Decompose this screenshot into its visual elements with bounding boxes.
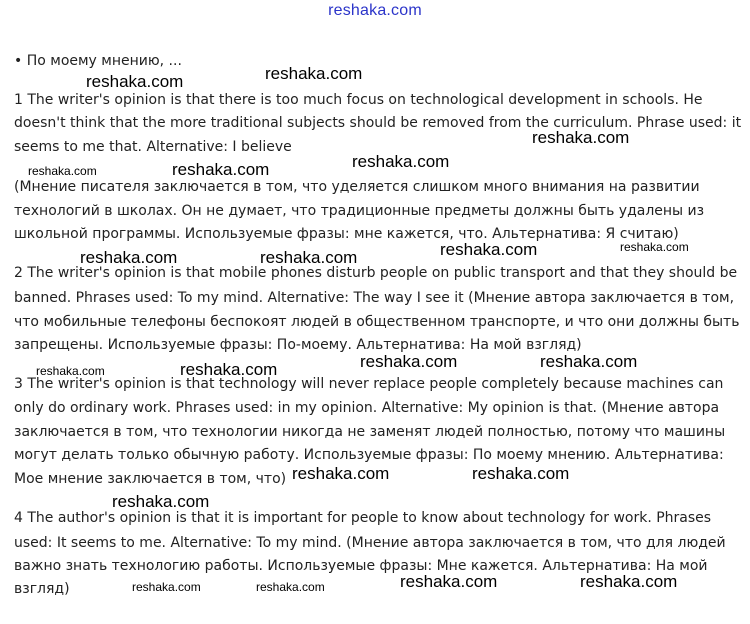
watermark: reshaka.com bbox=[540, 352, 638, 371]
watermark: reshaka.com bbox=[292, 464, 390, 483]
text-line: школьной программы. Используемые фразы: мне кажется, что. Альтернатива: Я считаю) bbox=[14, 226, 679, 242]
text-line: used: It seems to me. Alternative: To my mind. (Мнение автора заключается в том, что для людей bbox=[14, 535, 726, 551]
watermark: reshaka.com bbox=[112, 492, 210, 511]
watermark: reshaka.com bbox=[440, 240, 538, 259]
watermark: reshaka.com bbox=[620, 240, 689, 254]
watermark: reshaka.com bbox=[580, 572, 678, 591]
watermark: reshaka.com bbox=[132, 580, 201, 594]
watermark: reshaka.com bbox=[172, 160, 270, 179]
text-line: doesn't think that the more traditional subjects should be removed from the curriculum. Phrase used: it bbox=[14, 115, 742, 131]
watermark: reshaka.com bbox=[86, 72, 184, 91]
text-line: banned. Phrases used: To my mind. Alternative: The way I see it (Мнение автора заключается в том, bbox=[14, 290, 735, 306]
watermark: reshaka.com bbox=[80, 248, 178, 267]
watermark: reshaka.com bbox=[265, 64, 363, 83]
watermark: reshaka.com bbox=[180, 360, 278, 379]
site-header-link[interactable]: reshaka.com bbox=[328, 2, 422, 19]
text-line: запрещены. Используемые фразы: По-моему. Альтернатива: На мой взгляд) bbox=[14, 337, 582, 353]
watermark: reshaka.com bbox=[256, 580, 325, 594]
watermark: reshaka.com bbox=[36, 364, 105, 378]
watermark: reshaka.com bbox=[352, 152, 450, 171]
watermark: reshaka.com bbox=[532, 128, 630, 147]
text-line: взгляд) bbox=[14, 581, 70, 597]
watermark: reshaka.com bbox=[360, 352, 458, 371]
text-line: seems to me that. Alternative: I believe bbox=[14, 139, 292, 155]
text-line: 3 The writer's opinion is that technology will never replace people completely because machines can bbox=[14, 376, 724, 392]
watermark: reshaka.com bbox=[28, 164, 97, 178]
text-line: (Мнение писателя заключается в том, что уделяется слишком много внимания на развитии bbox=[14, 179, 700, 195]
text-line: могут делать только обычную работу. Используемые фразы: По моему мнению. Альтернатива: bbox=[14, 447, 724, 463]
text-line: only do ordinary work. Phrases used: in my opinion. Alternative: My opinion is that. (Мнение автора bbox=[14, 400, 720, 416]
text-line: 2 The writer's opinion is that mobile phones disturb people on public transport and that they should be bbox=[14, 265, 738, 281]
watermark: reshaka.com bbox=[260, 248, 358, 267]
text-line: технологий в школах. Он не думает, что традиционные предметы должны быть удалены из bbox=[14, 203, 705, 219]
text-line: 1 The writer's opinion is that there is too much focus on technological development in schools. He bbox=[14, 92, 703, 108]
bullet-heading: • По моему мнению, ... bbox=[14, 53, 182, 69]
text-line: заключается в том, что технологии никогда не заменят людей полностью, потому что машины bbox=[14, 424, 726, 440]
text-line: важно знать технологию работы. Используемые фразы: Мне кажется. Альтернатива: На мой bbox=[14, 558, 708, 574]
watermark: reshaka.com bbox=[472, 464, 570, 483]
text-line: 4 The author's opinion is that it is important for people to know about technology for work. Phrases bbox=[14, 510, 712, 526]
text-line: Мое мнение заключается в том, что) bbox=[14, 471, 287, 487]
text-line: что мобильные телефоны беспокоят людей в общественном транспорте, и что они должны быть bbox=[14, 314, 740, 330]
watermark: reshaka.com bbox=[400, 572, 498, 591]
